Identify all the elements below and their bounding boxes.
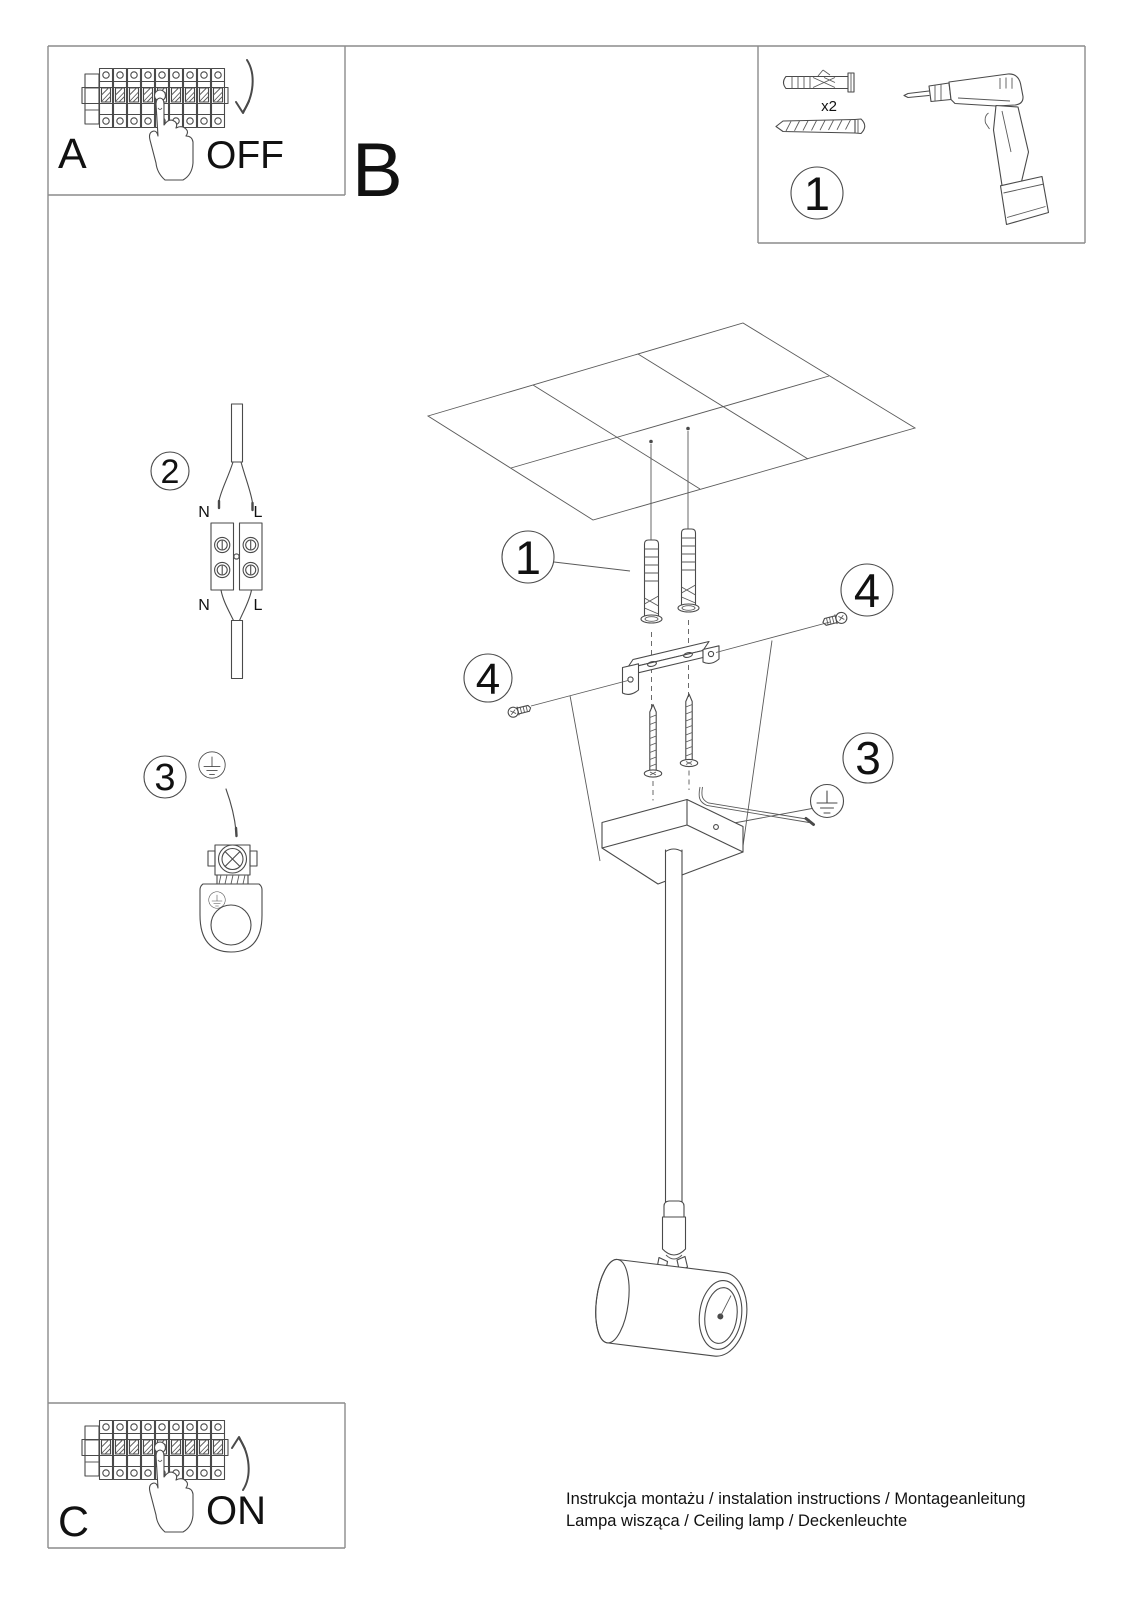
page-borders: [48, 46, 1085, 1548]
terminal-n-bottom: N: [198, 597, 210, 614]
machine-screw-left-icon: [507, 703, 532, 718]
terminal-block-icon: [211, 523, 262, 590]
step-2-callout: [151, 452, 189, 491]
spot-lamp-head-icon: [591, 1258, 751, 1360]
earth-symbol-assembly-icon: [811, 785, 844, 818]
wall-plug-left-icon: [641, 540, 662, 623]
ground-wire-icon: [226, 789, 237, 836]
panel-a-action: OFF: [206, 134, 284, 177]
ground-terminal-icon: [200, 845, 262, 952]
mounting-bracket-icon: [623, 642, 720, 695]
footer-line-1: Instrukcja montażu / instalation instructions / Montageanleitung: [566, 1490, 1026, 1508]
step-3-number: 3: [154, 757, 176, 799]
earth-symbol-icon: [199, 752, 225, 778]
footer-line-2: Lampa wisząca / Ceiling lamp / Deckenleuchte: [566, 1512, 908, 1530]
panel-c-label: C: [58, 1498, 90, 1546]
parts-callout-1-number: 1: [803, 167, 831, 220]
parts-callout-1: [791, 167, 843, 220]
parts-box: [776, 70, 1049, 225]
assembly-callout-4r-number: 4: [853, 564, 881, 617]
step-3-callout: [144, 756, 186, 799]
machine-screw-right-icon: [822, 611, 848, 628]
wall-plug-right-icon: [678, 529, 699, 612]
footer: [566, 1490, 1026, 1530]
screw-icon: [776, 119, 865, 134]
panel-c-action: ON: [206, 1489, 266, 1533]
drill-icon: [904, 74, 1049, 225]
wood-screw-left-icon: [644, 705, 661, 801]
step-2-number: 2: [160, 453, 180, 491]
mains-cable-bottom: [221, 590, 252, 679]
wall-plug-icon: [784, 70, 855, 92]
panel-a: [58, 60, 284, 180]
assembly-callout-4-right: [716, 564, 893, 846]
hanging-rod-icon: [657, 849, 688, 1273]
terminal-n-top: N: [198, 504, 210, 521]
assembly-callout-3-number: 3: [855, 732, 881, 784]
terminal-l-bottom: L: [253, 597, 263, 614]
mains-cable-top: [219, 404, 253, 510]
arrow-up-icon: [232, 1437, 249, 1490]
assembly-callout-4l-number: 4: [475, 655, 501, 704]
ceiling-panel-icon: [428, 323, 915, 540]
panel-a-label: A: [58, 130, 87, 178]
assembly-diagram: [428, 323, 915, 1359]
wiring-step: [151, 404, 263, 679]
panel-c: [58, 1421, 266, 1547]
plug-quantity: x2: [821, 98, 837, 115]
ground-step: [144, 752, 262, 952]
terminal-l-top: L: [253, 504, 263, 521]
wood-screw-right-icon: [680, 694, 697, 790]
arrow-down-icon: [236, 60, 253, 113]
section-b-label: B: [352, 128, 403, 213]
assembly-callout-1: [502, 531, 630, 584]
assembly-callout-1-number: 1: [514, 531, 542, 584]
